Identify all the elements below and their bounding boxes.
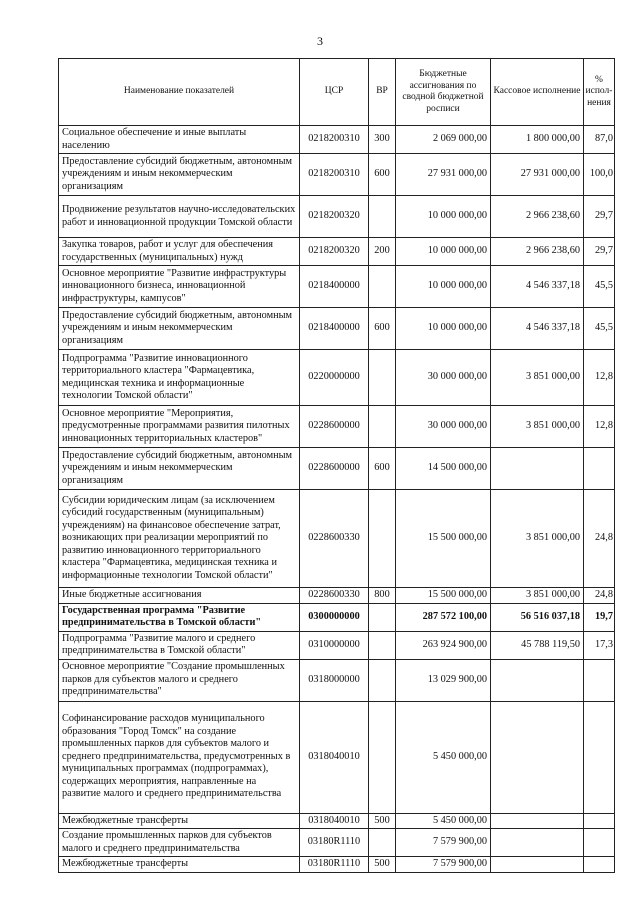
row-name: Продвижение результатов научно-исследовательских работ и инновационной продукции Томской области [59, 196, 300, 238]
table-row [59, 308, 615, 350]
row-csr: 0228600000 [300, 448, 369, 490]
row-vr [369, 406, 396, 448]
row-name: Предоставление субсидий бюджетным, автономным учреждениям и иным некоммерческим организациям [59, 308, 300, 350]
row-vr: 600 [369, 448, 396, 490]
row-pct [584, 829, 615, 857]
row-pct: 45,5 [584, 266, 615, 308]
table-row [59, 238, 615, 266]
table-row [59, 857, 615, 873]
table-row [59, 266, 615, 308]
row-vr: 800 [369, 588, 396, 604]
row-budget: 5 450 000,00 [396, 813, 491, 829]
row-pct: 45,5 [584, 308, 615, 350]
row-budget: 287 572 100,00 [396, 603, 491, 631]
row-name: Подпрограмма "Развитие малого и среднего предпринимательства в Томской области" [59, 631, 300, 659]
row-name: Государственная программа "Развитие предпринимательства в Томской области" [59, 603, 300, 631]
row-name: Социальное обеспечение и иные выплаты населению [59, 126, 300, 154]
row-pct [584, 857, 615, 873]
table-row [59, 813, 615, 829]
row-pct [584, 659, 615, 701]
row-budget: 15 500 000,00 [396, 588, 491, 604]
row-budget: 10 000 000,00 [396, 238, 491, 266]
row-pct: 12,8 [584, 406, 615, 448]
row-cash: 4 546 337,18 [491, 308, 584, 350]
row-cash: 2 966 238,60 [491, 238, 584, 266]
row-name: Софинансирование расходов муниципального образования "Город Томск" на создание промышленных парков для субъектов малого и среднего предпринимательства, предусмотренных в муниципальных программах (подпрограммах), содержащих мероприятия, направленные на развитие малого и среднего предпринимательства [59, 701, 300, 813]
row-vr [369, 266, 396, 308]
row-vr [369, 631, 396, 659]
row-pct: 87,0 [584, 126, 615, 154]
row-vr [369, 659, 396, 701]
table-row [59, 701, 615, 813]
row-budget: 7 579 900,00 [396, 829, 491, 857]
row-csr: 0228600330 [300, 490, 369, 588]
table-row [59, 603, 615, 631]
row-budget: 5 450 000,00 [396, 701, 491, 813]
row-pct [584, 701, 615, 813]
row-pct [584, 813, 615, 829]
row-cash: 56 516 037,18 [491, 603, 584, 631]
row-csr: 0220000000 [300, 350, 369, 406]
row-vr: 300 [369, 126, 396, 154]
row-cash: 4 546 337,18 [491, 266, 584, 308]
row-budget: 30 000 000,00 [396, 406, 491, 448]
page-number: 3 [317, 34, 323, 48]
row-budget: 263 924 900,00 [396, 631, 491, 659]
header-name: Наименование показателей [59, 59, 300, 126]
row-cash: 3 851 000,00 [491, 490, 584, 588]
table-row [59, 829, 615, 857]
row-name: Основное мероприятие "Развитие инфраструктуры инновационного бизнеса, инновационной инфраструктуры, кампусов" [59, 266, 300, 308]
row-cash: 3 851 000,00 [491, 588, 584, 604]
row-vr [369, 490, 396, 588]
row-name: Межбюджетные трансферты [59, 813, 300, 829]
row-vr: 500 [369, 857, 396, 873]
row-vr [369, 350, 396, 406]
row-budget: 15 500 000,00 [396, 490, 491, 588]
row-csr: 0318040010 [300, 813, 369, 829]
row-cash: 3 851 000,00 [491, 406, 584, 448]
row-pct: 24,8 [584, 588, 615, 604]
table-header-row [59, 59, 615, 126]
header-csr: ЦСР [300, 59, 369, 126]
row-pct: 17,3 [584, 631, 615, 659]
row-vr [369, 829, 396, 857]
row-pct: 12,8 [584, 350, 615, 406]
row-cash [491, 813, 584, 829]
row-cash: 3 851 000,00 [491, 350, 584, 406]
row-vr [369, 603, 396, 631]
row-vr: 200 [369, 238, 396, 266]
row-vr: 500 [369, 813, 396, 829]
row-budget: 2 069 000,00 [396, 126, 491, 154]
row-name: Субсидии юридическим лицам (за исключением субсидий государственным (муниципальным) учреждениям) на финансовое обеспечение затрат, возникающих при реализации мероприятий по развитию инновационного территориального кластера "Фармацевтика, медицинская техника и информационные технологии Томской области" [59, 490, 300, 588]
row-pct: 29,7 [584, 238, 615, 266]
row-cash: 27 931 000,00 [491, 154, 584, 196]
header-pct: % испол-нения [584, 59, 615, 126]
row-vr: 600 [369, 154, 396, 196]
row-name: Подпрограмма "Развитие инновационного территориального кластера "Фармацевтика, медицинская техника и информационные технологии Томской области" [59, 350, 300, 406]
header-cash: Кассовое исполнение [491, 59, 584, 126]
row-csr: 0218400000 [300, 308, 369, 350]
row-cash [491, 829, 584, 857]
row-budget: 10 000 000,00 [396, 308, 491, 350]
row-csr: 0300000000 [300, 603, 369, 631]
row-csr: 0218200310 [300, 154, 369, 196]
header-budget: Бюджетные ассигнования по сводной бюджетной росписи [396, 59, 491, 126]
row-pct: 19,7 [584, 603, 615, 631]
row-pct [584, 448, 615, 490]
row-csr: 0228600000 [300, 406, 369, 448]
table-row [59, 196, 615, 238]
row-budget: 7 579 900,00 [396, 857, 491, 873]
row-cash [491, 857, 584, 873]
row-name: Основное мероприятие "Мероприятия, предусмотренные программами развития пилотных инновационных территориальных кластеров" [59, 406, 300, 448]
row-pct: 24,8 [584, 490, 615, 588]
row-name: Закупка товаров, работ и услуг для обеспечения государственных (муниципальных) нужд [59, 238, 300, 266]
row-csr: 0228600330 [300, 588, 369, 604]
row-budget: 27 931 000,00 [396, 154, 491, 196]
row-name: Межбюджетные трансферты [59, 857, 300, 873]
row-budget: 10 000 000,00 [396, 196, 491, 238]
table-row [59, 490, 615, 588]
table-row [59, 448, 615, 490]
row-csr: 0310000000 [300, 631, 369, 659]
row-csr: 0218200320 [300, 238, 369, 266]
row-name: Создание промышленных парков для субъектов малого и среднего предпринимательства [59, 829, 300, 857]
row-cash: 1 800 000,00 [491, 126, 584, 154]
row-pct: 100,0 [584, 154, 615, 196]
table-row [59, 588, 615, 604]
row-cash [491, 659, 584, 701]
row-budget: 14 500 000,00 [396, 448, 491, 490]
row-name: Предоставление субсидий бюджетным, автономным учреждениям и иным некоммерческим организациям [59, 154, 300, 196]
header-vr: ВР [369, 59, 396, 126]
table-row [59, 406, 615, 448]
row-csr: 0218400000 [300, 266, 369, 308]
row-pct: 29,7 [584, 196, 615, 238]
row-csr: 0318000000 [300, 659, 369, 701]
row-csr: 0218200320 [300, 196, 369, 238]
table-row [59, 126, 615, 154]
row-csr: 0318040010 [300, 701, 369, 813]
row-budget: 13 029 900,00 [396, 659, 491, 701]
row-name: Основное мероприятие "Создание промышленных парков для субъектов малого и среднего предпринимательства" [59, 659, 300, 701]
table-row [59, 350, 615, 406]
row-vr: 600 [369, 308, 396, 350]
row-cash [491, 448, 584, 490]
row-cash [491, 701, 584, 813]
row-budget: 10 000 000,00 [396, 266, 491, 308]
row-cash: 2 966 238,60 [491, 196, 584, 238]
row-csr: 0218200310 [300, 126, 369, 154]
table-row [59, 659, 615, 701]
row-csr: 03180R1110 [300, 857, 369, 873]
row-vr [369, 701, 396, 813]
row-vr [369, 196, 396, 238]
budget-execution-table [58, 58, 615, 873]
table-row [59, 631, 615, 659]
table-row [59, 154, 615, 196]
row-name: Иные бюджетные ассигнования [59, 588, 300, 604]
row-cash: 45 788 119,50 [491, 631, 584, 659]
row-csr: 03180R1110 [300, 829, 369, 857]
row-budget: 30 000 000,00 [396, 350, 491, 406]
row-name: Предоставление субсидий бюджетным, автономным учреждениям и иным некоммерческим организациям [59, 448, 300, 490]
